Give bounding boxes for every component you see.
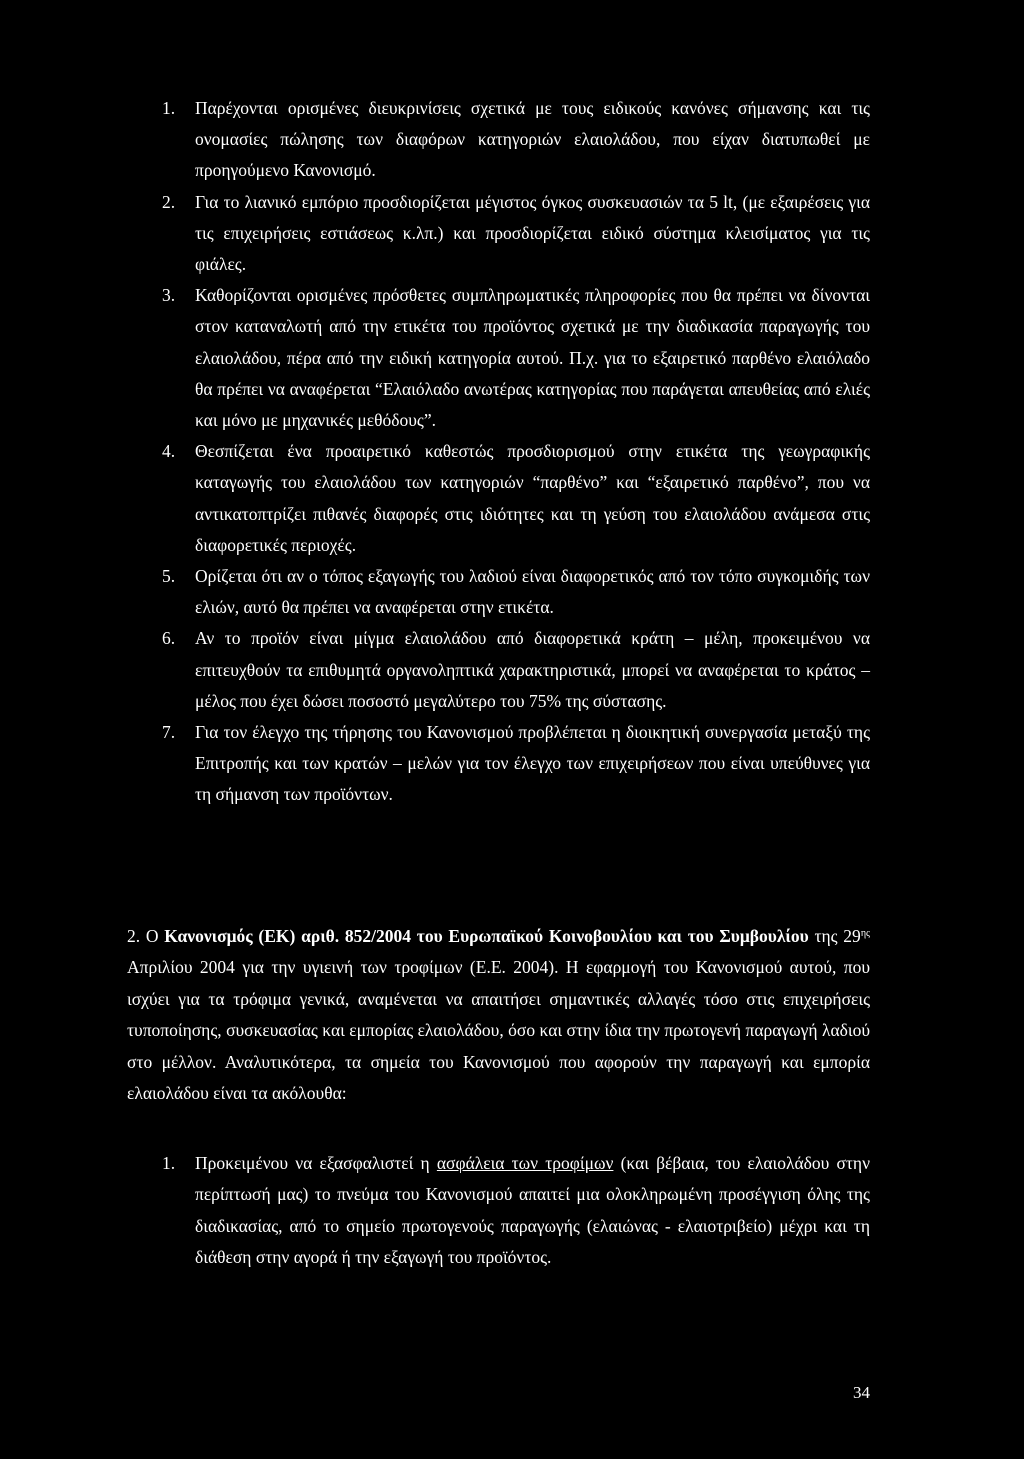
item-number: 6. <box>162 628 176 649</box>
item-text: Καθορίζονται ορισμένες πρόσθετες συμπληρωματικές πληροφορίες που θα πρέπει να δίνονται στον καταναλωτή από την ετικέτα του προϊόντος σχετικά με την διαδικασία παραγωγής του ελαιολάδου, πέρα από την ειδική κατηγορία αυτού. Π.χ. για το εξαιρετικό παρθένο ελαιόλαδο θα πρέπει να αναφέρεται “Ελαιόλαδο ανωτέρας κατηγορίας που παράγεται απευθείας από ελιές και μόνο με μηχανικές μεθόδους”. <box>195 285 870 431</box>
underlined-term: ασφάλεια των τροφίμων <box>436 1153 614 1173</box>
item-text: Για το λιανικό εμπόριο προσδιορίζεται μέγιστος όγκος συσκευασιών τα 5 lt, (με εξαιρέσεις για τις επιχειρήσεις εστιάσεως κ.λπ.) και προσδιορίζεται ειδικό σύστημα κλεισίματος για τις φιάλες. <box>195 191 870 275</box>
regulation-points-list <box>162 93 870 811</box>
list-item <box>162 436 870 561</box>
ordinal-superscript: ης <box>860 928 871 939</box>
list-item <box>162 187 870 281</box>
list-item <box>162 1148 870 1274</box>
item-text: Ορίζεται ότι αν ο τόπος εξαγωγής του λαδιού είναι διαφορετικός από τον τόπο συγκομιδής των ελιών, αυτό θα πρέπει να αναφέρεται στην ετικέτα. <box>195 566 870 618</box>
section-2-body: Απριλίου 2004 για την υγιεινή των τροφίμων (Ε.Ε. 2004). Η εφαρμογή του Κανονισμού αυτού, που ισχύει για τα τρόφιμα γενικά, αναμένεται να απαιτήσει σημαντικές αλλαγές τόσο στις επιχειρήσεις τυποποίησης, συσκευασίας και εμπορίας ελαιολάδου, όσο και στην ίδια την πρωτογενή παραγωγή λαδιού στο μέλλον. Αναλυτικότερα, τα σημεία του Κανονισμού που αφορούν την παραγωγή και εμπορία ελαιολάδου είναι τα ακόλουθα: <box>127 957 870 1104</box>
item-number: 1. <box>162 98 176 118</box>
item-number: 7. <box>162 722 176 743</box>
section-2-prefix: 2. Ο <box>127 926 165 946</box>
item-number: 3. <box>162 285 176 306</box>
item-text: Παρέχονται ορισμένες διευκρινίσεις σχετικά με τους ειδικούς κανόνες σήμανσης και τις ονομασίες πώλησης των διαφόρων κατηγοριών ελαιολάδου, που είχαν διατυπωθεί με προηγούμενο Κανονισμό. <box>195 98 870 181</box>
item-text: Θεσπίζεται ένα προαιρετικό καθεστώς προσδιορισμού στην ετικέτα της γεωγραφικής καταγωγής του ελαιολάδου των κατηγοριών “παρθένο” και “εξαιρετικό παρθένο”, που να αντικατοπτρίζει πιθανές διαφορές στις ιδιότητες και τη γεύση του ελαιολάδου ανάμεσα στις διαφορετικές περιοχές. <box>195 441 870 555</box>
list-item <box>162 717 870 811</box>
list-item <box>162 561 870 623</box>
list-item <box>162 93 870 187</box>
item-text: Για τον έλεγχο της τήρησης του Κανονισμού προβλέπεται η διοικητική συνεργασία μεταξύ της Επιτροπής και των κρατών – μελών για τον έλεγχο των επιχειρήσεων που είναι υπεύθυνες για τη σήμανση των προϊόντων. <box>195 722 870 805</box>
list-item <box>162 280 870 436</box>
item-number: 1. <box>162 1153 176 1173</box>
item-text-after: (και βέβαια, του ελαιολάδου στην περίπτωσή μας) το πνεύμα του Κανονισμού απαιτεί μια ολοκληρωμένη προσέγγιση όλης της διαδικασίας, από το σημείο πρωτογενούς παραγωγής (ελαιώνας - ελαιοτριβείο) μέχρι και τη διάθεση στην αγορά ή την εξαγωγή του προϊόντος. <box>195 1153 871 1268</box>
page-number: 34 <box>853 1383 870 1402</box>
food-safety-points-list <box>162 1148 870 1274</box>
item-text-before: Προκειμένου να εξασφαλιστεί η <box>195 1153 437 1173</box>
item-text: Αν το προϊόν είναι μίγμα ελαιολάδου από διαφορετικά κράτη – μέλη, προκειμένου να επιτευχθούν τα επιθυμητά οργανοληπτικά χαρακτηριστικά, μπορεί να αναφέρεται το κράτος – μέλος που έχει δώσει ποσοστό μεγαλύτερο του 75% της σύστασης. <box>195 628 870 711</box>
item-number: 4. <box>162 441 176 462</box>
section-2-date-text: της 29 <box>808 926 861 946</box>
list-item <box>162 623 870 717</box>
section-2-paragraph <box>127 921 870 1109</box>
regulation-title: Κανονισμός (ΕΚ) αριθ. 852/2004 του Ευρωπαϊκού Κοινοβουλίου και του Συμβουλίου <box>164 926 809 946</box>
item-number: 2. <box>162 191 176 212</box>
item-number: 5. <box>162 566 176 587</box>
